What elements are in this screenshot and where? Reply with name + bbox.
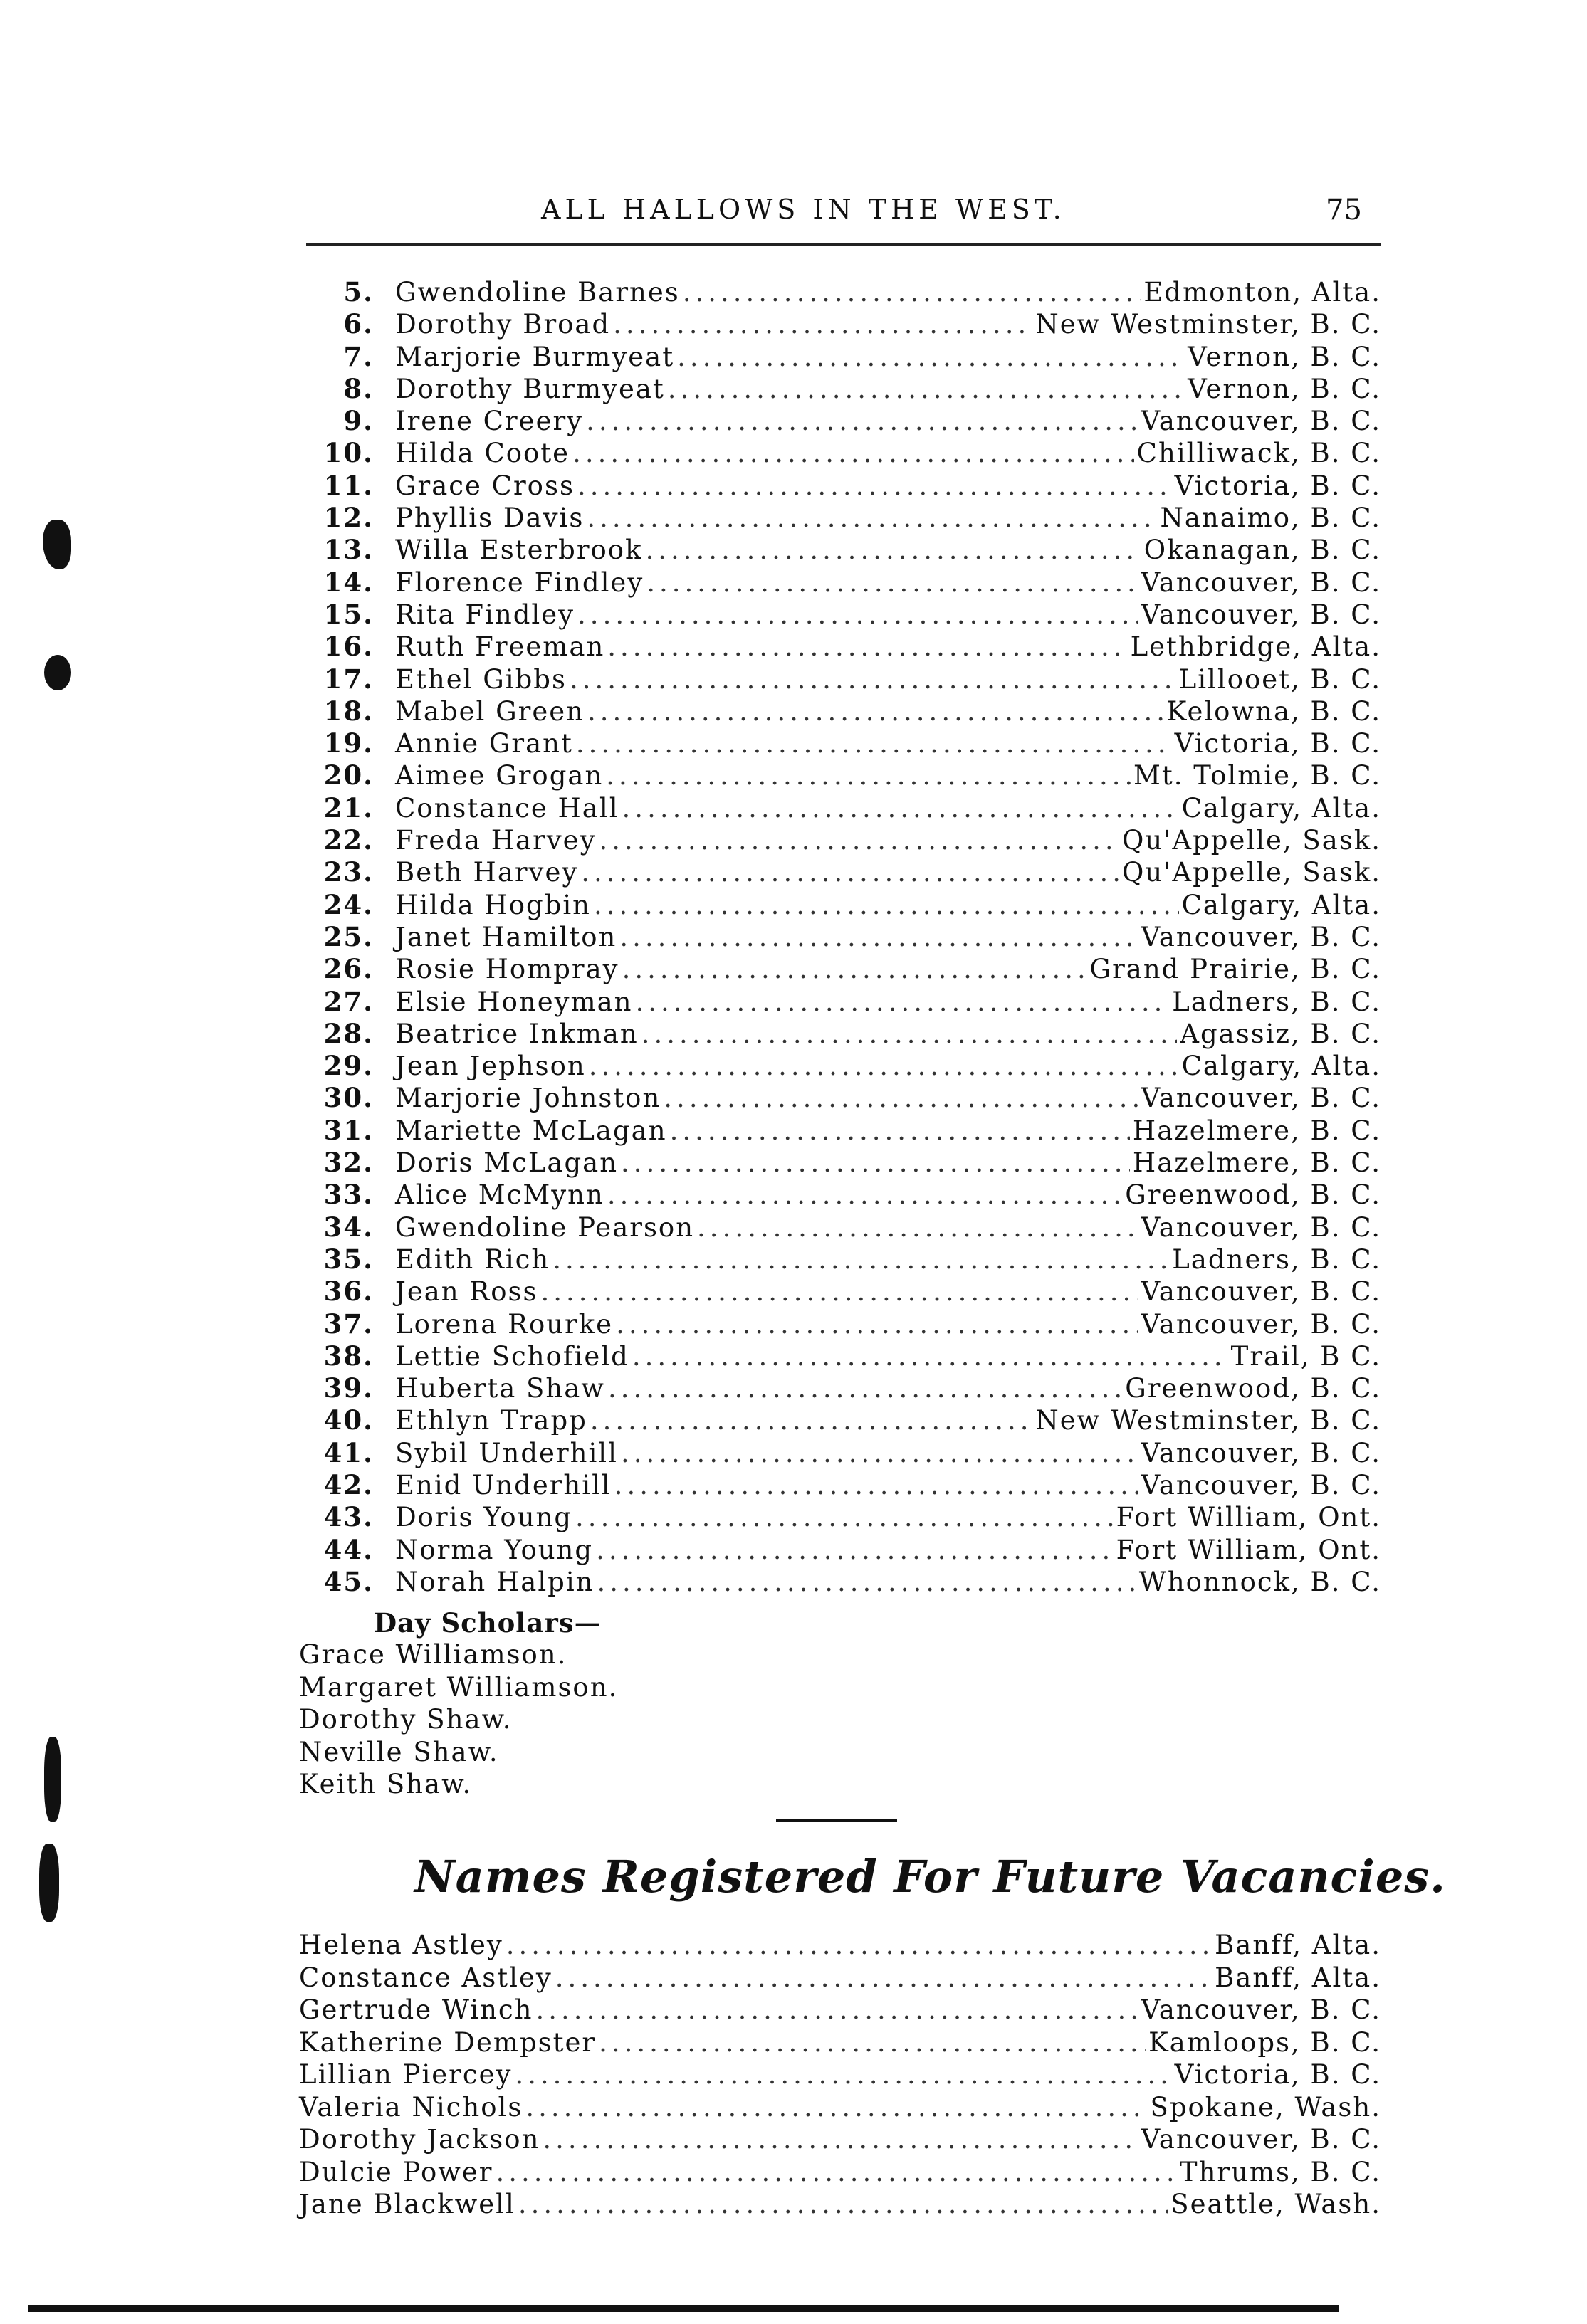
dot-leader [518,2188,1168,2220]
student-hometown: Agassiz, B. C. [1180,1018,1381,1049]
dot-leader [590,1404,1033,1436]
dot-leader [635,986,1169,1018]
student-row [306,276,1381,308]
student-name: Jean Jephson [395,1051,586,1082]
student-name: Alice McMynn [395,1179,604,1211]
margin-ink-mark [43,520,71,569]
student-row [306,986,1381,1018]
student-name: Mabel Green [395,695,585,727]
dot-leader [616,1308,1138,1340]
dot-leader [581,856,1119,888]
dot-leader [621,1147,1130,1179]
student-hometown: Vancouver, B. C. [1141,1276,1381,1308]
student-hometown: Vernon, B. C. [1188,373,1381,404]
student-hometown: Trail, B C. [1230,1340,1381,1372]
student-row [306,663,1381,695]
dot-leader [597,1566,1136,1598]
page-number: 75 [1326,194,1362,226]
dot-leader [622,953,1087,985]
registered-name-row [299,1929,1381,1962]
entry-number: 43. [323,1501,374,1533]
student-hometown: Vancouver, B. C. [1141,921,1381,952]
entry-number: 20. [323,759,374,792]
dot-leader [570,663,1176,695]
day-scholar-name: Neville Shaw. [299,1736,499,1767]
section-divider [776,1819,897,1822]
entry-number: 19. [323,727,374,759]
registered-name: Dulcie Power [299,2156,493,2187]
dot-leader [586,405,1138,437]
student-hometown: Nanaimo, B. C. [1160,503,1381,534]
dot-leader [576,727,1172,759]
student-name: Doris Young [395,1502,573,1533]
registered-name: Lillian Piercey [299,2059,513,2090]
student-row [306,405,1381,437]
student-hometown: Vancouver, B. C. [1141,1437,1381,1468]
student-row [306,1534,1381,1566]
student-name: Freda Harvey [395,825,597,856]
registered-name-row [299,2188,1381,2221]
entry-number: 24. [323,888,374,920]
student-row [306,759,1381,792]
student-hometown: Qu'Appelle, Sask. [1122,825,1381,856]
dot-leader [697,1211,1138,1244]
student-list [306,276,1381,1598]
entry-number: 15. [323,598,374,630]
registered-hometown: Kamloops, B. C. [1148,2026,1381,2058]
dot-leader [614,1469,1138,1501]
registered-name: Gertrude Winch [299,1994,533,2025]
dot-leader [535,1994,1138,2026]
registered-hometown: Thrums, B. C. [1179,2156,1381,2187]
dot-leader [664,1082,1138,1114]
registered-name-row [299,2123,1381,2156]
entry-number: 11. [323,469,374,501]
entry-number: 29. [323,1050,374,1082]
dot-leader [594,889,1179,921]
student-row [306,534,1381,566]
dot-leader [515,2059,1171,2091]
student-hometown: Grand Prairie, B. C. [1089,954,1381,985]
student-name: Willa Esterbrook [395,535,643,566]
student-row [306,695,1381,727]
registered-hometown: Spokane, Wash. [1150,2091,1381,2123]
dot-leader [589,1050,1179,1082]
day-scholar-name: Grace Williamson. [299,1639,567,1670]
entry-number: 31. [323,1114,374,1146]
student-name: Norah Halpin [395,1566,595,1597]
student-row [306,889,1381,921]
dot-leader [587,502,1157,534]
student-row [306,1082,1381,1114]
student-hometown: Vancouver, B. C. [1141,1308,1381,1340]
dot-leader [677,341,1185,373]
student-name: Hilda Coote [395,438,570,469]
bottom-rule [28,2305,1339,2312]
student-name: Constance Hall [395,792,619,824]
entry-number: 42. [323,1468,374,1500]
student-row [306,1050,1381,1082]
entry-number: 40. [323,1404,374,1436]
student-row [306,1340,1381,1372]
entry-number: 34. [323,1211,374,1243]
student-row [306,470,1381,502]
student-hometown: New Westminster, B. C. [1035,1405,1381,1436]
student-row [306,1308,1381,1340]
header-rule [306,243,1381,246]
student-name: Annie Grant [395,728,573,759]
registered-hometown: Banff, Alta. [1215,1962,1381,1993]
student-hometown: Ladners, B. C. [1172,1244,1381,1275]
student-row [306,1179,1381,1211]
student-name: Gwendoline Barnes [395,277,680,307]
dot-leader [613,308,1032,340]
margin-ink-mark [39,1844,59,1922]
student-row [306,341,1381,373]
dot-leader [577,599,1138,631]
student-hometown: Vancouver, B. C. [1141,1083,1381,1114]
registered-name: Katherine Dempster [299,2026,597,2058]
student-name: Doris McLagan [395,1147,619,1179]
student-row [306,1501,1381,1533]
student-hometown: Lethbridge, Alta. [1130,631,1381,663]
student-name: Rita Findley [395,599,575,630]
student-hometown: Edmonton, Alta. [1143,277,1381,307]
student-name: Dorothy Broad [395,309,611,340]
running-header-title: ALL HALLOWS IN THE WEST. [541,194,1066,225]
student-row [306,1147,1381,1179]
dot-leader [619,921,1138,953]
student-row [306,1276,1381,1308]
student-name: Rosie Hompray [395,954,619,985]
entry-number: 32. [323,1147,374,1179]
future-vacancies-list [299,1929,1381,2221]
student-hometown: Calgary, Alta. [1181,792,1381,824]
dot-leader [543,2123,1138,2155]
dot-leader [596,1534,1114,1566]
registered-name-row [299,2156,1381,2189]
entry-number: 28. [323,1017,374,1049]
student-row [306,727,1381,759]
registered-name: Dorothy Jackson [299,2124,540,2155]
entry-number: 23. [323,856,374,888]
day-scholar-name: Margaret Williamson. [299,1671,619,1703]
student-hometown: Vancouver, B. C. [1141,599,1381,630]
dot-leader [552,1244,1169,1276]
day-scholar-name: Keith Shaw. [299,1769,473,1799]
entry-number: 12. [323,502,374,534]
student-row [306,1115,1381,1147]
day-scholars-list [299,1639,618,1801]
registered-name: Jane Blackwell [299,2189,515,2219]
dot-leader [606,759,1131,792]
student-hometown: Kelowna, B. C. [1166,695,1381,727]
dot-leader [599,824,1119,856]
student-hometown: Vancouver, B. C. [1141,1211,1381,1243]
student-name: Lettie Schofield [395,1340,629,1372]
dot-leader [599,2026,1146,2059]
student-row [306,856,1381,888]
student-row [306,1566,1381,1598]
entry-number: 37. [323,1308,374,1340]
student-row [306,1404,1381,1436]
student-hometown: Victoria, B. C. [1174,728,1381,759]
student-hometown: Vancouver, B. C. [1141,1469,1381,1500]
dot-leader [646,567,1138,599]
student-name: Ruth Freeman [395,631,605,663]
dot-leader [622,792,1179,824]
student-hometown: Vernon, B. C. [1188,341,1381,372]
student-hometown: Ladners, B. C. [1172,986,1381,1017]
student-name: Irene Creery [395,406,584,437]
registered-hometown: Banff, Alta. [1215,1930,1381,1960]
dot-leader [621,1437,1138,1469]
entry-number: 41. [323,1436,374,1468]
dot-leader [670,1115,1130,1147]
entry-number: 27. [323,985,374,1017]
entry-number: 10. [323,437,374,469]
entry-number: 8. [343,372,374,404]
student-row [306,1244,1381,1276]
dot-leader [607,1179,1122,1211]
entry-number: 21. [323,792,374,824]
registered-name-row [299,2026,1381,2059]
dot-leader [683,276,1141,308]
student-row [306,792,1381,824]
registered-name-row [299,1962,1381,1994]
student-name: Huberta Shaw [395,1373,605,1404]
entry-number: 13. [323,534,374,566]
student-name: Beatrice Inkman [395,1018,639,1049]
entry-number: 17. [323,663,374,695]
dot-leader [587,695,1164,727]
student-name: Elsie Honeyman [395,986,633,1017]
student-name: Gwendoline Pearson [395,1211,695,1243]
dot-leader [555,1962,1212,1994]
entry-number: 14. [323,566,374,598]
student-hometown: Calgary, Alta. [1181,889,1381,920]
margin-ink-mark [44,1737,61,1822]
student-row [306,308,1381,340]
student-hometown: Lillooet, B. C. [1178,663,1381,695]
student-hometown: New Westminster, B. C. [1035,309,1381,340]
student-row [306,1372,1381,1404]
student-hometown: Greenwood, B. C. [1125,1373,1381,1404]
dot-leader [607,631,1127,663]
registered-name: Constance Astley [299,1962,552,1993]
student-name: Lorena Rourke [395,1308,614,1340]
student-hometown: Hazelmere, B. C. [1132,1147,1381,1179]
entry-number: 38. [323,1340,374,1372]
student-hometown: Vancouver, B. C. [1141,567,1381,598]
dot-leader [525,2091,1147,2123]
registered-name: Valeria Nichols [299,2091,523,2123]
entry-number: 25. [323,920,374,952]
dot-leader [632,1340,1228,1372]
student-hometown: Whonnock, B. C. [1138,1566,1381,1597]
student-row [306,631,1381,663]
student-row [306,1211,1381,1244]
student-row [306,921,1381,953]
entry-number: 18. [323,695,374,727]
student-row [306,437,1381,469]
student-row [306,824,1381,856]
entry-number: 7. [343,340,374,372]
student-hometown: Hazelmere, B. C. [1132,1115,1381,1146]
student-name: Grace Cross [395,470,575,501]
dot-leader [496,2156,1176,2188]
student-name: Aimee Grogan [395,760,604,792]
registered-hometown: Vancouver, B. C. [1141,1994,1381,2025]
registered-hometown: Vancouver, B. C. [1141,2124,1381,2155]
student-row [306,599,1381,631]
student-hometown: Qu'Appelle, Sask. [1122,857,1381,888]
student-name: Marjorie Burmyeat [395,341,675,372]
student-row [306,1437,1381,1469]
student-name: Sybil Underhill [395,1437,618,1468]
entry-number: 30. [323,1082,374,1114]
student-name: Edith Rich [395,1244,550,1275]
entry-number: 22. [323,824,374,856]
entry-number: 33. [323,1179,374,1211]
student-row [306,502,1381,534]
dot-leader [506,1929,1212,1961]
student-name: Ethlyn Trapp [395,1405,587,1436]
student-name: Marjorie Johnston [395,1083,661,1114]
student-name: Florence Findley [395,567,644,598]
entry-number: 39. [323,1372,374,1404]
student-name: Janet Hamilton [395,921,617,952]
registered-name: Helena Astley [299,1930,503,1960]
student-hometown: Fort William, Ont. [1116,1502,1381,1533]
registered-name-row [299,2059,1381,2091]
entry-number: 9. [343,405,374,437]
student-hometown: Okanagan, B. C. [1143,535,1381,566]
dot-leader [646,534,1141,566]
student-row [306,373,1381,405]
student-name: Phyllis Davis [395,503,585,534]
margin-ink-mark [44,655,71,690]
dot-leader [577,470,1172,502]
student-name: Hilda Hogbin [395,889,592,920]
registered-hometown: Victoria, B. C. [1174,2059,1381,2090]
student-hometown: Vancouver, B. C. [1141,406,1381,437]
registered-name-row [299,1994,1381,2026]
entry-number: 44. [323,1533,374,1565]
student-row [306,1469,1381,1501]
day-scholar-name: Dorothy Shaw. [299,1704,513,1735]
student-hometown: Greenwood, B. C. [1125,1179,1381,1211]
student-name: Beth Harvey [395,857,579,888]
section-title: Names Registered For Future Vacancies. [414,1851,1446,1903]
entry-number: 5. [343,276,374,307]
student-name: Enid Underhill [395,1469,612,1500]
student-name: Jean Ross [395,1276,538,1308]
student-row [306,953,1381,985]
student-hometown: Mt. Tolmie, B. C. [1133,760,1381,792]
entry-number: 45. [323,1565,374,1597]
dot-leader [575,1501,1114,1533]
student-name: Dorothy Burmyeat [395,373,665,404]
dot-leader [641,1018,1177,1050]
dot-leader [541,1276,1138,1308]
dot-leader [572,437,1134,469]
student-name: Norma Young [395,1534,594,1565]
student-hometown: Fort William, Ont. [1116,1534,1381,1565]
student-hometown: Victoria, B. C. [1174,470,1381,501]
registered-name-row [299,2091,1381,2124]
student-row [306,567,1381,599]
entry-number: 6. [343,308,374,340]
student-hometown: Calgary, Alta. [1181,1051,1381,1082]
entry-number: 36. [323,1276,374,1308]
student-hometown: Chilliwack, B. C. [1136,438,1381,469]
entry-number: 26. [323,953,374,985]
dot-leader [668,373,1185,405]
entry-number: 16. [323,631,374,663]
day-scholars-heading: Day Scholars— [374,1607,602,1639]
entry-number: 35. [323,1243,374,1275]
dot-leader [608,1372,1122,1404]
student-name: Ethel Gibbs [395,663,567,695]
student-name: Mariette McLagan [395,1115,667,1146]
registered-hometown: Seattle, Wash. [1170,2189,1381,2219]
student-row [306,1018,1381,1050]
